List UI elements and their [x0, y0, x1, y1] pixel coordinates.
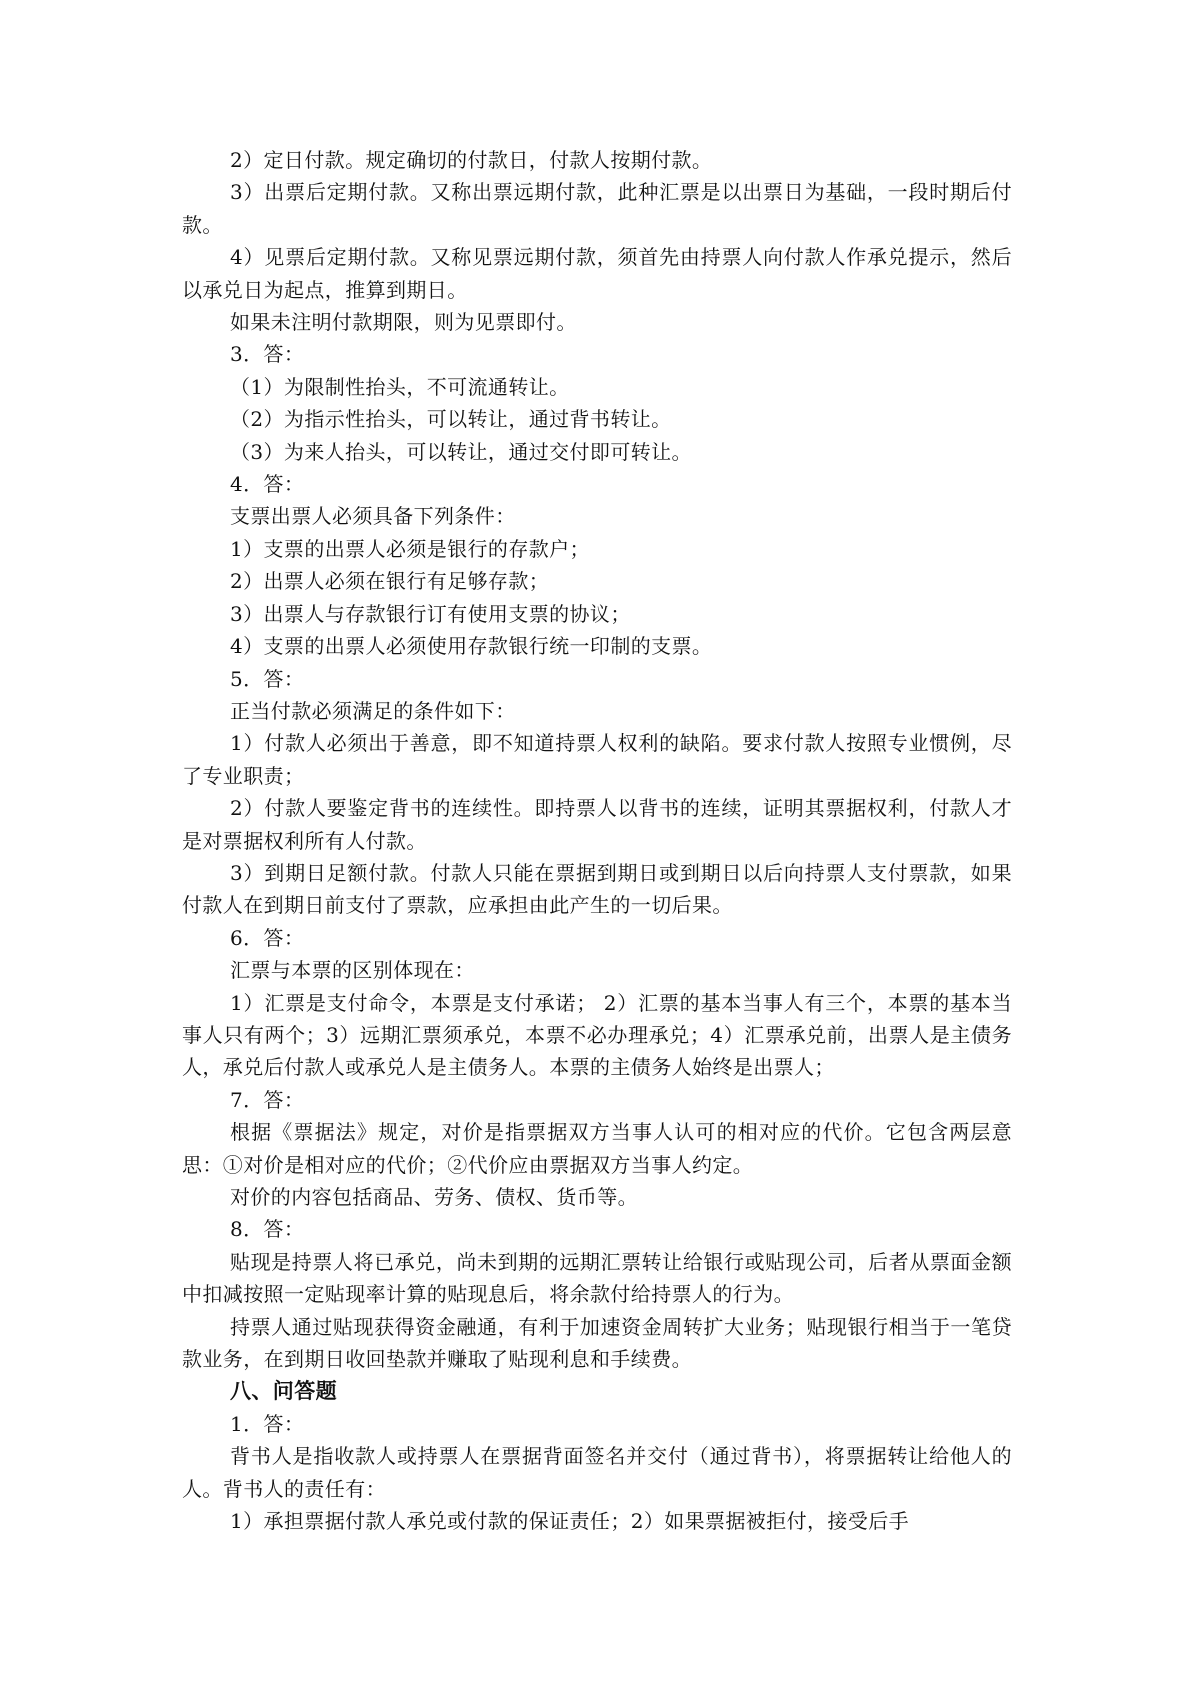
answer-3-label: 3．答： [230, 342, 305, 367]
paragraph-after-sight-payment: 4）见票后定期付款。又称见票远期付款，须首先由持票人向付款人作承兑提示，然后以承兑日为起点，推算到期日。 [182, 245, 1012, 302]
answer-6-label: 6．答： [230, 925, 305, 950]
answer-8-body: 贴现是持票人将已承兑，尚未到期的远期汇票转让给银行或贴现公司，后者从票面金额中扣减按照一定贴现率计算的贴现息后，将余款付给持票人的行为。 [182, 1249, 1012, 1307]
answer-4-item-3: 3）出票人与存款银行订有使用支票的协议； [230, 601, 631, 626]
answer-5-item-3: 3）到期日足额付款。付款人只能在票据到期日或到期日以后向持票人支付票款，如果付款人在到期日前支付了票款，应承担由此产生的一切后果。 [182, 860, 1012, 918]
answer-4-label: 4．答： [230, 472, 305, 497]
answer-6-intro: 汇票与本票的区别体现在： [230, 958, 475, 983]
document-page [182, 144, 1012, 1537]
answer-5-item-1: 1）付款人必须出于善意，即不知道持票人权利的缺陷。要求付款人按照专业惯例，尽了专业职责； [182, 731, 1012, 788]
answer-7-content: 对价的内容包括商品、劳务、债权、货币等。 [230, 1185, 638, 1209]
answer-4-intro: 支票出票人必须具备下列条件： [230, 504, 516, 529]
answer-5-intro: 正当付款必须满足的条件如下： [230, 698, 516, 723]
answer-7-body: 根据《票据法》规定，对价是指票据双方当事人认可的相对应的代价。它包含两层意思：①对价是相对应的代价；②代价应由票据双方当事人约定。 [182, 1120, 1012, 1177]
answer-5-label: 5．答： [230, 666, 305, 691]
answer-4-item-4: 4）支票的出票人必须使用存款银行统一印制的支票。 [230, 634, 713, 659]
answer-4-item-1: 1）支票的出票人必须是银行的存款户； [230, 536, 590, 561]
answer-5-item-2: 2）付款人要鉴定背书的连续性。即持票人以背书的连续，证明其票据权利，付款人才是对票据权利所有人付款。 [182, 796, 1012, 853]
answer-3-item-3: （3）为来人抬头，可以转让，通过交付即可转让。 [230, 439, 692, 464]
qa-answer-1-definition: 背书人是指收款人或持票人在票据背面签名并交付（通过背书），将票据转让给他人的人。背书人的责任有： [182, 1444, 1012, 1501]
answer-4-item-2: 2）出票人必须在银行有足够存款； [230, 569, 550, 594]
paragraph-after-date-payment: 3）出票后定期付款。又称出票远期付款，此种汇票是以出票日为基础，一段时期后付款。 [182, 180, 1012, 237]
answer-8-label: 8．答： [230, 1217, 305, 1242]
answer-8-benefit: 持票人通过贴现获得资金融通，有利于加速资金周转扩大业务；贴现银行相当于一笔贷款业务，在到期日收回垫款并赚取了贴现利息和手续费。 [182, 1314, 1012, 1372]
answer-3-item-1: （1）为限制性抬头，不可流通转让。 [230, 374, 570, 399]
qa-answer-1-responsibilities: 1）承担票据付款人承兑或付款的保证责任；2）如果票据被拒付，接受后手 [230, 1509, 910, 1534]
answer-6-body: 1）汇票是支付命令，本票是支付承诺； 2）汇票的基本当事人有三个，本票的基本当事人只有两个；3）远期汇票须承兑，本票不必办理承兑；4）汇票承兑前，出票人是主债务人，承兑后付款人或承兑人是主债务人。本票的主债务人始终是出票人； [182, 990, 1012, 1080]
answer-3-item-2: （2）为指示性抬头，可以转让，通过背书转让。 [230, 407, 672, 432]
qa-answer-1-label: 1．答： [230, 1411, 305, 1436]
paragraph-fixed-date-payment: 2）定日付款。规定确切的付款日，付款人按期付款。 [230, 148, 713, 172]
section-heading-qa: 八、问答题 [230, 1379, 337, 1404]
answer-7-label: 7．答： [230, 1087, 305, 1112]
paragraph-sight-payment-default: 如果未注明付款期限，则为见票即付。 [230, 310, 577, 335]
